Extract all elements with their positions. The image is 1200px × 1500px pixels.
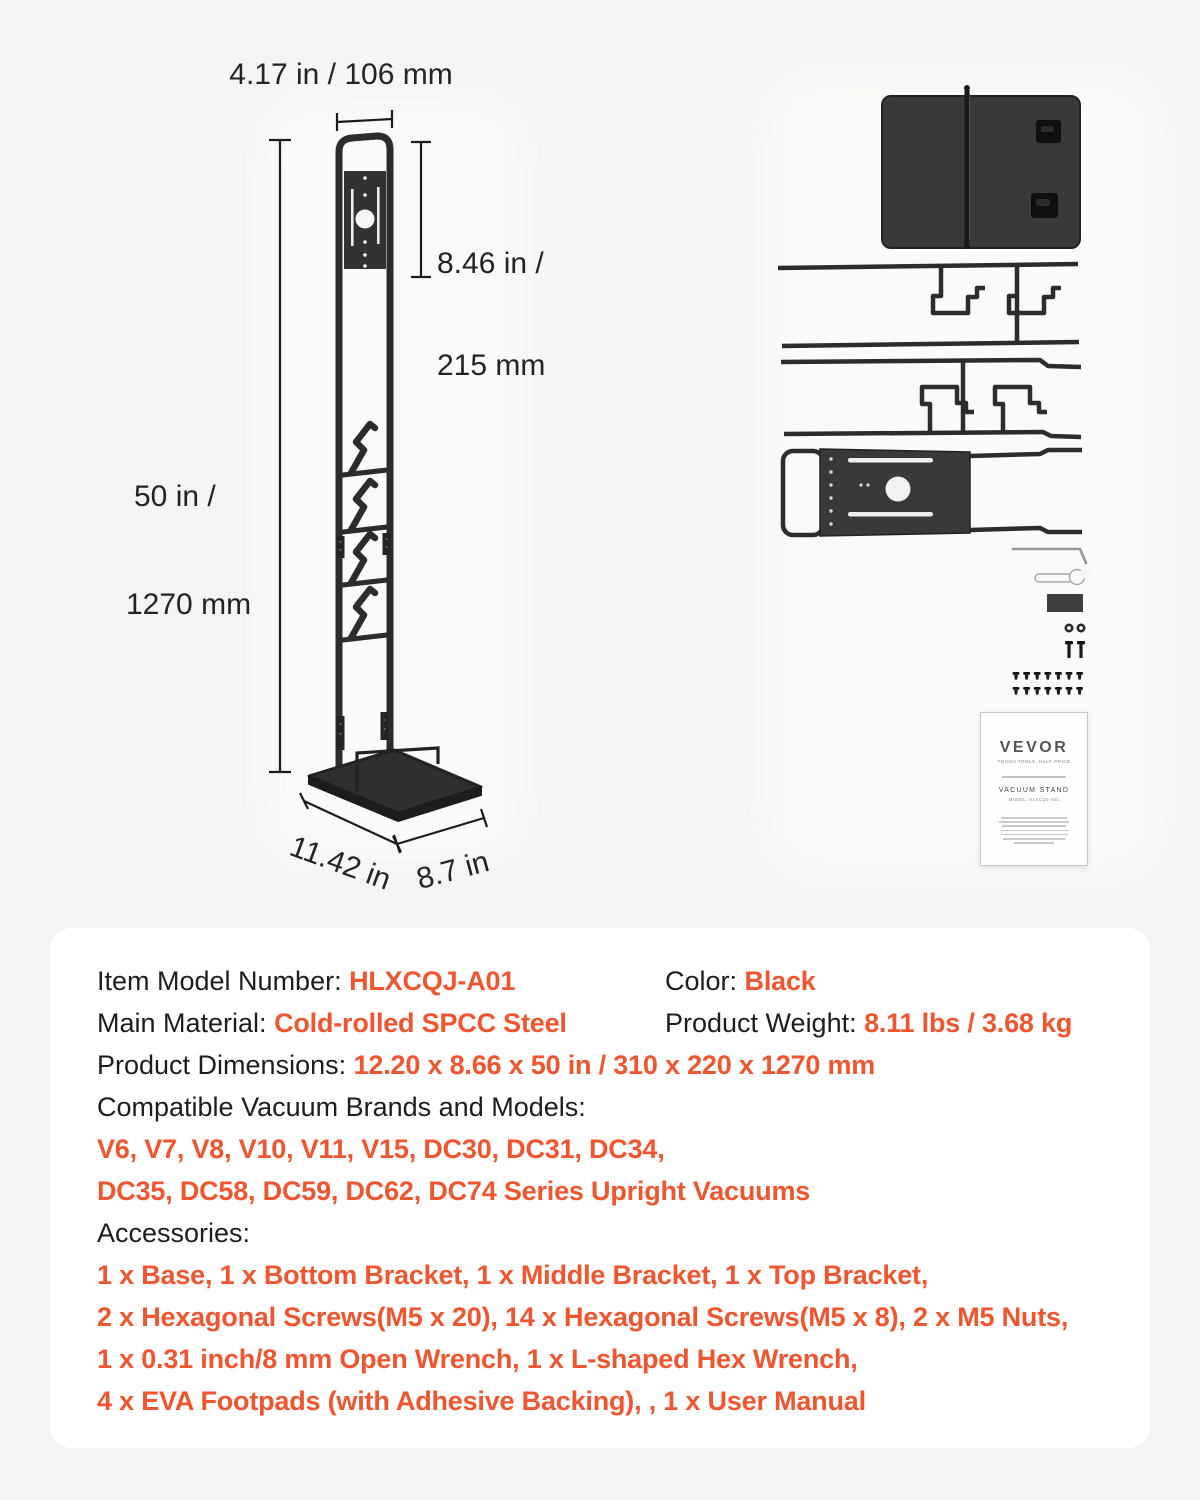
spec-cell-material [97,1008,665,1039]
manual-model: MODEL: HLXCQJ-A01 [1008,797,1060,802]
middle-bracket-part [781,360,1081,437]
spec-row-models-1 [97,1128,1120,1170]
spec-value: HLXCQJ-A01 [349,965,516,996]
spec-value: V6, V7, V8, V10, V11, V15, DC30, DC31, DC34, [97,1133,665,1164]
hex-wrench-icon [1013,549,1086,563]
spec-row-accessories-2 [97,1296,1120,1338]
dim-label-total-height [126,407,251,695]
dim-label-base-width: 8.7 in [413,845,493,896]
spec-row-accessories-1 [97,1254,1120,1296]
spec-row-accessories-heading [97,1212,1120,1254]
spec-cell-weight [665,1008,1072,1039]
spec-value: 1 x 0.31 inch/8 mm Open Wrench, 1 x L-shaped Hex Wrench, [97,1343,858,1374]
spec-value: DC35, DC58, DC59, DC62, DC74 Series Upright Vacuums [97,1175,811,1206]
m5-nuts-part [1066,625,1084,631]
spec-cell-color [665,966,816,997]
parts-diagram [740,60,1170,880]
dim-label-total-height-line2: 1270 mm [126,588,252,621]
accessory-hooks [343,424,387,640]
long-screws-part [1065,641,1085,658]
spec-label: Color: [665,965,745,996]
dim-label-top-width: 4.17 in / 106 mm [229,58,453,91]
dim-label-total-height-line1: 50 in / [134,480,216,513]
bottom-bracket-part [783,449,1082,536]
dim-label-bracket-height-line1: 8.46 in / [437,247,544,280]
spec-value: 8.11 lbs / 3.68 kg [864,1007,1073,1038]
spec-value: Cold-rolled SPCC Steel [274,1007,567,1038]
spec-value: 4 x EVA Footpads (with Adhesive Backing), , 1 x User Manual [97,1385,866,1416]
base-plate-part [882,85,1080,249]
manual-title: VACUUM STAND [998,787,1070,794]
dim-label-base-depth: 11.42 in [285,829,396,897]
spec-value: Black [744,965,816,996]
stand-dimension-diagram [0,0,660,910]
spec-value: 12.20 x 8.66 x 50 in / 310 x 220 x 1270 mm [353,1049,876,1080]
manual-fine-print [999,817,1069,844]
spec-row-models-2 [97,1170,1120,1212]
top-mount-plate [344,171,386,269]
spec-value: 2 x Hexagonal Screws(M5 x 20), 14 x Hexagonal Screws(M5 x 8), 2 x M5 Nuts, [97,1301,1069,1332]
spec-label: Main Material: [97,1007,275,1038]
stand-base [309,748,481,821]
spec-row-model-color [97,960,1120,1002]
manual-brand-logo: VEVOR [999,739,1069,756]
short-screws-part [1013,672,1083,695]
spec-row-accessories-4 [97,1380,1120,1422]
user-manual-page [980,712,1088,866]
manual-tagline: TOUGH TOOLS, HALF PRICE [997,759,1071,764]
spec-card [50,928,1150,1448]
spec-row-compatible-heading [97,1086,1120,1128]
open-wrench-icon [1035,569,1092,585]
spec-row-material-weight [97,1002,1120,1044]
dim-label-bracket-height [437,179,545,451]
spec-label: Compatible Vacuum Brands and Models: [97,1091,586,1122]
top-bracket-part [778,264,1079,346]
spec-label: Item Model Number: [97,965,350,996]
dim-label-bracket-height-line2: 215 mm [437,349,546,382]
spec-row-accessories-3 [97,1338,1120,1380]
spec-label: Product Dimensions: [97,1049,354,1080]
eva-footpads-part [1047,594,1083,612]
spec-cell-model [97,966,665,997]
spec-value: 1 x Base, 1 x Bottom Bracket, 1 x Middle Bracket, 1 x Top Bracket, [97,1259,929,1290]
manual-subtext-line [1002,776,1066,778]
spec-row-dimensions [97,1044,1120,1086]
spec-label: Product Weight: [665,1007,865,1038]
spec-label: Accessories: [97,1217,251,1248]
